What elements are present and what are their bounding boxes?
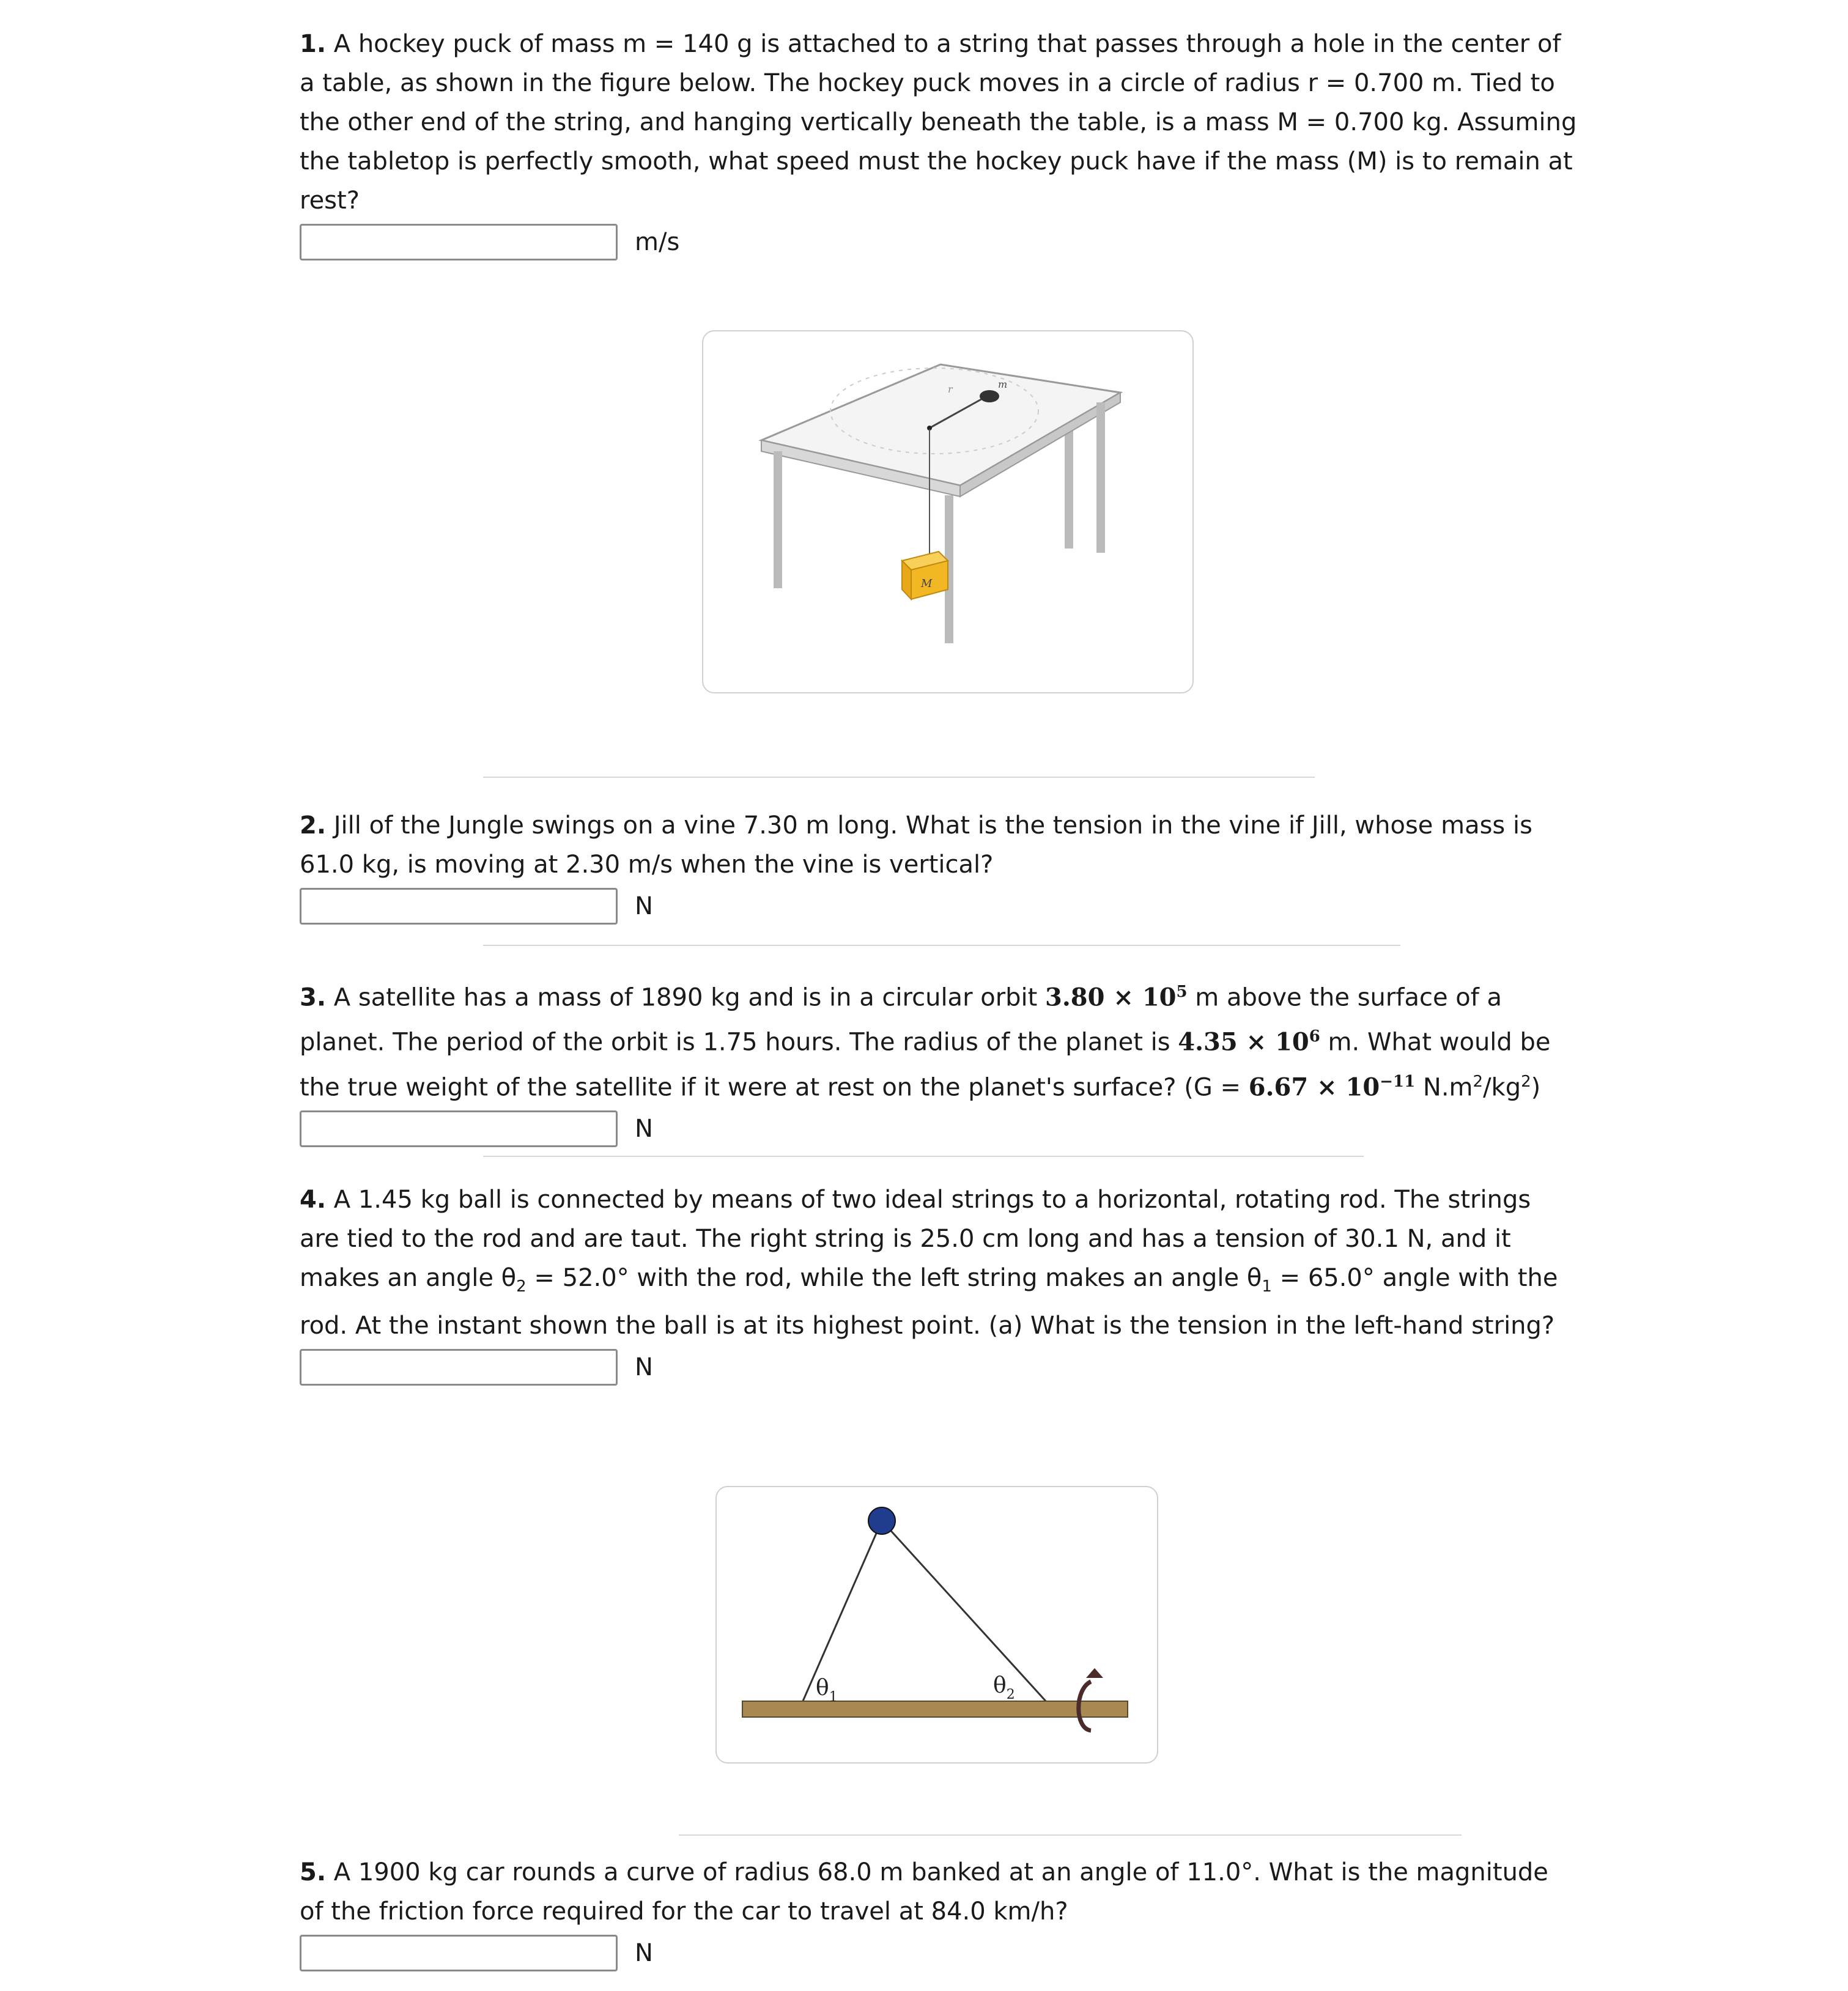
problem-4-body: = 65.0° angle with the rod. At the instant shown the ball is at its highest point. (a) What is the tension in the left-hand string? bbox=[300, 1264, 1558, 1340]
unit-label: N bbox=[635, 1353, 653, 1381]
ball bbox=[868, 1507, 895, 1534]
problem-1-text bbox=[300, 24, 1578, 220]
problem-4-text bbox=[300, 1180, 1578, 1345]
problem-3-body: m above the surface of a planet. The period of the orbit is 1.75 hours. The radius of the planet is bbox=[300, 983, 1502, 1057]
sci-number: 4.35 × 10 bbox=[1178, 1027, 1309, 1057]
sci-exponent: 5 bbox=[1176, 983, 1188, 1001]
theta-subscript: 2 bbox=[516, 1277, 527, 1296]
separator bbox=[679, 1834, 1462, 1836]
problem-3-body: A satellite has a mass of 1890 kg and is in a circular orbit bbox=[326, 983, 1046, 1012]
answer-input-1[interactable] bbox=[300, 224, 618, 260]
answer-input-2[interactable] bbox=[300, 888, 618, 925]
unit-label: N bbox=[635, 1939, 653, 1967]
problem-1-body: A hockey puck of mass m = 140 g is attached to a string that passes through a hole in the center of a table, as shown in the figure below. The hockey puck moves in a circle of radius r = 0.700 m. Tied to the other end of the string, and hanging vertically beneath the table, is a mass M = 0.700 kg. Assuming the tabletop is perfectly smooth, what speed must the hockey puck have if the mass (M) is to remain at rest? bbox=[300, 30, 1577, 215]
table-diagram bbox=[703, 331, 1192, 692]
problem-4-body: = 52.0° with the rod, while the left string makes an angle θ bbox=[526, 1264, 1262, 1292]
problem-number: 4. bbox=[300, 1186, 327, 1214]
sci-exponent: −11 bbox=[1380, 1072, 1416, 1091]
rod bbox=[742, 1701, 1128, 1717]
theta2-label bbox=[993, 1673, 1015, 1702]
problem-2 bbox=[300, 806, 1578, 925]
problem-5 bbox=[300, 1853, 1578, 1971]
problem-2-body: Jill of the Jungle swings on a vine 7.30 m long. What is the tension in the vine if Jill, whose mass is 61.0 kg, is moving at 2.30 m/s when the vine is vertical? bbox=[300, 811, 1532, 879]
right-string bbox=[882, 1521, 1047, 1702]
problem-3-body: /kg bbox=[1483, 1073, 1521, 1101]
block-label: M bbox=[921, 577, 933, 590]
theta-subscript: 1 bbox=[1262, 1277, 1272, 1296]
theta1-label bbox=[816, 1675, 838, 1705]
sci-number: 6.67 × 10 bbox=[1248, 1072, 1380, 1101]
problem-number: 3. bbox=[300, 983, 327, 1012]
problem-2-text bbox=[300, 806, 1578, 884]
problem-3-text bbox=[300, 972, 1578, 1107]
problem-1 bbox=[300, 24, 1578, 260]
problem-5-body: A 1900 kg car rounds a curve of radius 68.0 m banked at an angle of 11.0°. What is the magnitude of the friction force required for the car to travel at 84.0 km/h? bbox=[300, 1858, 1548, 1926]
answer-row bbox=[300, 1110, 1578, 1147]
hockey-puck bbox=[980, 390, 999, 402]
problem-4 bbox=[300, 1180, 1578, 1386]
problem-number: 1. bbox=[300, 30, 327, 58]
puck-mass-label: m bbox=[998, 379, 1008, 390]
problem-3-body: N.m bbox=[1415, 1073, 1473, 1101]
sci-number: 3.80 × 10 bbox=[1045, 983, 1177, 1012]
theta1-symbol: θ bbox=[816, 1675, 829, 1701]
separator bbox=[483, 777, 1315, 778]
problem-3-body: ) bbox=[1531, 1073, 1541, 1101]
unit-label: N bbox=[635, 892, 653, 920]
unit-label: N bbox=[635, 1114, 653, 1143]
answer-input-4[interactable] bbox=[300, 1349, 618, 1386]
answer-input-5[interactable] bbox=[300, 1935, 618, 1971]
separator bbox=[483, 945, 1400, 946]
rotation-arrowhead-icon bbox=[1086, 1668, 1103, 1678]
problem-5-text bbox=[300, 1853, 1578, 1931]
unit-exponent: 2 bbox=[1521, 1072, 1531, 1091]
sci-exponent: 6 bbox=[1309, 1027, 1320, 1046]
theta2-symbol: θ bbox=[993, 1673, 1007, 1698]
problem-number: 5. bbox=[300, 1858, 327, 1886]
unit-label: m/s bbox=[635, 228, 680, 256]
rod-diagram bbox=[717, 1487, 1157, 1762]
problem-3-body: m. What would be the true weight of the satellite if it were at rest on the planet's surface? (G = bbox=[300, 1028, 1551, 1101]
answer-input-3[interactable] bbox=[300, 1110, 618, 1147]
left-string bbox=[802, 1521, 882, 1702]
theta1-subscript: 1 bbox=[829, 1690, 838, 1705]
table-figure bbox=[702, 330, 1194, 693]
separator bbox=[483, 1156, 1364, 1157]
answer-row bbox=[300, 1349, 1578, 1386]
unit-exponent: 2 bbox=[1473, 1072, 1484, 1091]
answer-row bbox=[300, 888, 1578, 925]
answer-row bbox=[300, 1935, 1578, 1971]
theta2-subscript: 2 bbox=[1006, 1687, 1015, 1702]
rod-figure bbox=[715, 1486, 1158, 1764]
problem-4-body: A 1.45 kg ball is connected by means of two ideal strings to a horizontal, rotating rod. The strings are tied to the rod and are taut. The right string is 25.0 cm long and has a tension of 30.1 N, and it makes an angle θ bbox=[300, 1186, 1531, 1292]
problem-3 bbox=[300, 972, 1578, 1147]
answer-row bbox=[300, 224, 1578, 260]
problem-number: 2. bbox=[300, 811, 327, 840]
radius-label: r bbox=[948, 383, 953, 395]
